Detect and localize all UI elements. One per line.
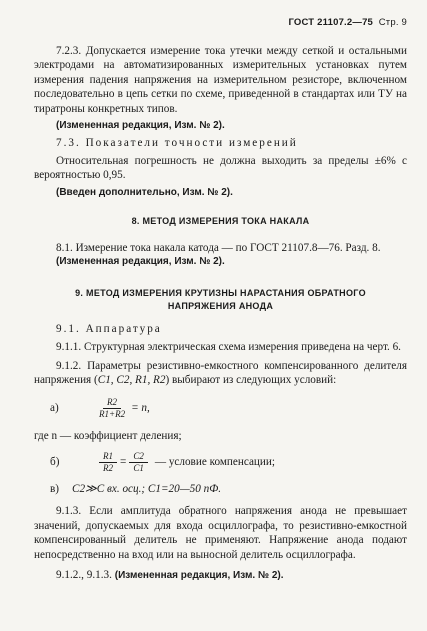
section-9-title-line-1: 9. МЕТОД ИЗМЕРЕНИЯ КРУТИЗНЫ НАРАСТАНИЯ ОБРАТНОГО xyxy=(75,287,366,298)
paragraph-9-1-3: 9.1.3. Если амплитуда обратного напряжения анода не превышает значений, допускаемых для входа осциллографа, то резистивно-емкостной компенсированный делитель не применяют. Напряжение анода подают непосредственно на вход или на выносной делитель осциллографа. xyxy=(34,505,407,561)
paragraph-9-1-2 xyxy=(34,359,407,388)
definition-n: где n — коэффициент деления; xyxy=(34,429,182,442)
formula-b-equals: = xyxy=(120,456,127,469)
section-9-title xyxy=(34,287,407,313)
formula-a-denominator: R1+R2 xyxy=(99,408,126,419)
formula-b-numerator-right: C2 xyxy=(129,451,148,463)
formula-v-text-b: C1=20—50 пФ. xyxy=(147,482,222,495)
formula-v xyxy=(48,482,407,496)
paragraph-7-2-3: 7.2.3. Допускается измерение тока утечки между сеткой и остальными электродами на автоматизированных измерительных установках путем измерения падения напряжения на измерительном резисторе, включенном последовательно в цепь сетки по схеме, приведенной в стандартах или ТУ на тиратроны конкретных типов. xyxy=(34,45,407,115)
paragraph-9-1: 9.1. Аппаратура xyxy=(56,322,162,335)
formula-a-numerator: R2 xyxy=(103,397,121,409)
amendment-note-9-text: (Измененная редакция, Изм. № 2). xyxy=(114,569,284,581)
page-header xyxy=(288,17,407,28)
page-number: Стр. 9 xyxy=(378,17,407,28)
paragraph-7-3-body: Относительная погрешность не должна выходить за пределы ±6% с вероятностью 0,95. xyxy=(34,154,407,182)
paragraph-8-1: 8.1. Измерение тока накала катода — по ГОСТ 21107.8—76. Разд. 8. xyxy=(56,242,381,255)
amendment-note-9 xyxy=(34,568,407,583)
formula-a xyxy=(48,397,407,420)
formula-a-fraction xyxy=(99,397,125,420)
amendment-note: (Измененная редакция, Изм. № 2). xyxy=(56,256,225,268)
paragraph-9-1-2-text-b: ) выбирают из следующих условий: xyxy=(165,374,337,387)
section-9-title-line-2: НАПРЯЖЕНИЯ АНОДА xyxy=(167,300,274,311)
formula-b-numerator-left: R1 xyxy=(99,451,117,463)
formula-b-fraction-right xyxy=(129,451,148,474)
formula-b-denominator-right: C1 xyxy=(133,462,144,473)
formula-v-text-a: C2≫C вх. осц.; xyxy=(72,482,146,495)
formula-b xyxy=(48,451,407,474)
amendment-note: (Введен дополнительно, Изм. № 2). xyxy=(56,186,233,198)
paragraph-7-3-heading: 7.3. Показатели точности измерений xyxy=(56,137,298,150)
formula-v-label: в) xyxy=(50,482,60,495)
formula-b-fraction-left xyxy=(99,451,117,474)
formula-a-rhs: = n, xyxy=(131,401,150,414)
formula-b-denominator-left: R2 xyxy=(103,462,113,473)
paragraph-9-1-2-text-a: 9.1.2. Параметры резистивно-емкостного компенсированного делителя напряжения ( xyxy=(34,359,407,387)
amendment-note-9-refs: 9.1.2., 9.1.3. xyxy=(56,568,115,581)
formula-a-label: а) xyxy=(50,401,59,414)
formula-b-text: — условие компенсации; xyxy=(154,456,275,469)
section-8-title: 8. МЕТОД ИЗМЕРЕНИЯ ТОКА НАКАЛА xyxy=(131,216,310,227)
page-content xyxy=(34,44,407,583)
gost-number: ГОСТ 21107.2—75 xyxy=(288,17,374,28)
amendment-note: (Измененная редакция, Изм. № 2). xyxy=(56,120,225,132)
paragraph-9-1-1: 9.1.1. Структурная электрическая схема измерения приведена на черт. 6. xyxy=(56,341,401,354)
formula-b-label: б) xyxy=(50,456,60,469)
paragraph-9-1-2-vars: C1, C2, R1, R2 xyxy=(97,374,166,387)
